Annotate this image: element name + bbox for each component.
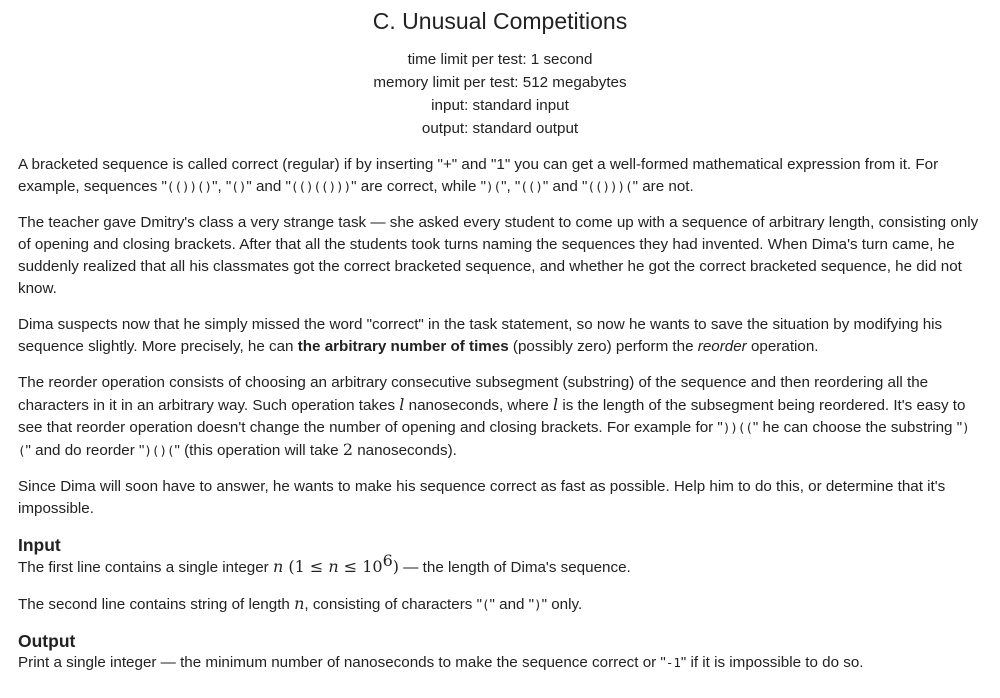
statement-paragraph-2: The teacher gave Dmitry's class a very strange task — she asked every student to come up with a sequence of arbitrary length, consisting only of opening and closing brackets. After that all the students took turns naming the sequences they had invented. When Dima's turn came, he suddenly realized that all his classmates got the correct bracketed sequence, and whether he got the correct bracketed sequence, he did not know. [18, 214, 979, 297]
input-paragraph-2: The second line contains string of length n, consisting of characters "(" and ")" only. [18, 594, 583, 613]
memory-limit: memory limit per test: 512 megabytes [373, 74, 627, 91]
output-section [18, 630, 982, 674]
output-heading: Output [18, 631, 76, 651]
time-limit: time limit per test: 1 second [407, 51, 593, 68]
output-spec: output: standard output [421, 120, 579, 137]
problem-title: C. Unusual Competitions [372, 8, 628, 34]
input-section [18, 534, 982, 616]
input-paragraph-1: The first line contains a single integer n $(1 \le n \le 10^6)$ — the length of Dima's sequence. [18, 550, 631, 576]
problem-header [18, 0, 982, 140]
statement-paragraph-5: Since Dima will soon have to answer, he wants to make his sequence correct as fast as possible. Help him to do this, or determine that it's impossible. [18, 478, 946, 517]
statement-paragraph-1: A bracketed sequence is called correct (regular) if by inserting "+" and "1" you can get a well-formed mathematical expression from it. For example, sequences "(())()", "()" and "(()(()))" are correct, while ")(", "(()" and "(()))(" are not. [18, 156, 939, 195]
statement-paragraph-4: The reorder operation consists of choosing an arbitrary consecutive subsegment (substring) of the sequence and then reordering all the characters in it in an arbitrary way. Such operation takes l nanoseconds, where l is the length of the subsegment being reordered. It's easy to see that reorder operation doesn't change the number of opening and closing brackets. For example for "))((" he can choose the substring ")(" and do reorder ")()(" (this operation will take 2 nanoseconds). [18, 374, 970, 459]
input-spec: input: standard input [431, 97, 569, 114]
statement-paragraph-3: Dima suspects now that he simply missed the word "correct" in the task statement, so now he wants to save the situation by modifying his sequence slightly. More precisely, he can the arbitrary number of times (possibly zero) perform the reorder operation. [18, 316, 943, 355]
input-heading: Input [18, 535, 61, 555]
output-paragraph-1: Print a single integer — the minimum number of nanoseconds to make the sequence correct or "-1" if it is impossible to do so. [18, 654, 864, 671]
